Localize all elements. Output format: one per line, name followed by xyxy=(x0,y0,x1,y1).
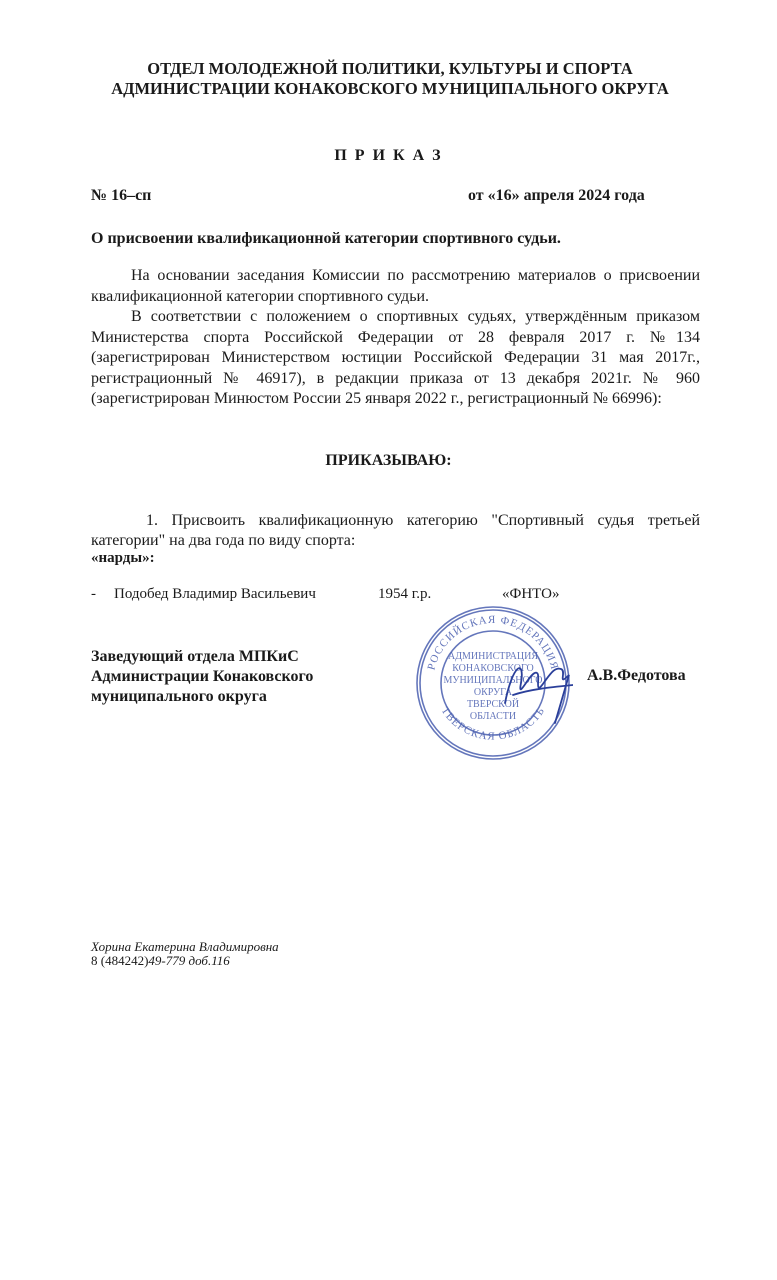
document-title: П Р И К А З xyxy=(334,147,443,164)
stamp-seal-icon xyxy=(413,603,573,763)
sport-name: «нарды»: xyxy=(91,550,155,566)
order-item-1: 1. Присвоить квалификационную категорию "Спортивный судья третьей категории" на два года по виду спорта: xyxy=(91,512,700,549)
header-line-1: ОТДЕЛ МОЛОДЕЖНОЙ ПОЛИТИКИ, КУЛЬТУРЫ И СПОРТА xyxy=(147,59,633,78)
executor-phone xyxy=(91,953,230,969)
signature-title-line-3: муниципального округа xyxy=(91,688,267,705)
stamp-inner-5: ТВЕРСКОЙ xyxy=(466,699,520,710)
document-subject: О присвоении квалификационной категории спортивного судьи. xyxy=(91,230,561,247)
stamp-inner-3: МУНИЦИПАЛЬНОГО xyxy=(443,675,543,686)
entry-organization: «ФНТО» xyxy=(502,586,560,602)
executor-name: Хорина Екатерина Владимировна xyxy=(91,939,279,954)
header-line-2: АДМИНИСТРАЦИИ КОНАКОВСКОГО МУНИЦИПАЛЬНОГО ОКРУГА xyxy=(111,79,669,98)
entry-dash: - xyxy=(91,586,96,602)
paragraph-regulation: В соответствии с положением о спортивных судьях, утверждённым приказом Министерства спорта Российской Федерации от 28 февраля 2017 г. №134 (зарегистрирован Министерством юстиции Российской Федерации 31 мая 2017г., регистрационный № 46917), в редакции приказа от 13 декабря 2021г. № 960 (зарегистрирован Минюстом России 25 января 2022 г., регистрационный № 66996): xyxy=(91,308,700,407)
document-header xyxy=(60,59,720,99)
stamp-text-bottom: ТВЕРСКАЯ ОБЛАСТЬ xyxy=(438,704,548,743)
stamp-inner-4: ОКРУГА xyxy=(473,687,513,698)
stamp-text-top: РОССИЙСКАЯ ФЕДЕРАЦИЯ xyxy=(425,613,561,672)
signature-title-line-1: Заведующий отдела МПКиС xyxy=(91,648,299,665)
executor-phone-prefix: 8 (484242) xyxy=(91,953,149,968)
document-date: от «16» апреля 2024 года xyxy=(468,187,645,204)
signature-title-line-2: Администрации Конаковского xyxy=(91,668,314,685)
entry-person-name: Подобед Владимир Васильевич xyxy=(114,586,316,602)
stamp-inner-6: ОБЛАСТИ xyxy=(469,711,517,722)
official-stamp xyxy=(413,603,573,768)
signature-name: А.В.Федотова xyxy=(587,667,686,684)
document-number: № 16–сп xyxy=(91,187,152,204)
entry-birth-year: 1954 г.р. xyxy=(378,586,432,602)
order-word: ПРИКАЗЫВАЮ: xyxy=(325,452,452,469)
executor-phone-number: 49-779 доб.116 xyxy=(148,953,230,968)
paragraph-basis: На основании заседания Комиссии по рассмотрению материалов о присвоении квалификационной категории спортивного судьи. xyxy=(91,267,700,305)
stamp-inner-1: АДМИНИСТРАЦИЯ xyxy=(448,651,538,662)
stamp-inner-2: КОНАКОВСКОГО xyxy=(452,663,534,674)
